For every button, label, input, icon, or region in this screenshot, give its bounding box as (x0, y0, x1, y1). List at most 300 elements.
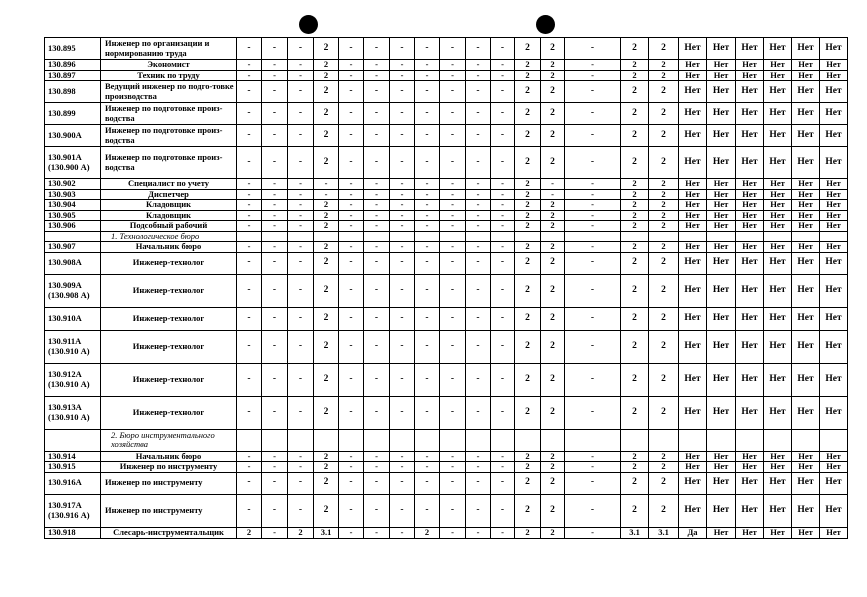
value-cell: - (237, 81, 262, 103)
empty-cell (792, 231, 820, 242)
value-cell: 2 (515, 200, 541, 211)
value-cell: Нет (764, 274, 792, 307)
value-cell: Нет (679, 252, 707, 274)
value-cell: 2 (314, 38, 339, 60)
value-cell: - (466, 472, 491, 494)
value-cell: - (415, 307, 440, 330)
value-cell: Нет (792, 147, 820, 179)
value-cell: Нет (764, 330, 792, 363)
value-cell: - (288, 307, 314, 330)
value-cell: 2 (314, 221, 339, 232)
value-cell: 2 (515, 274, 541, 307)
value-cell: 2 (541, 221, 565, 232)
code-cell: 130.909А (130.908 А) (45, 274, 101, 307)
value-cell: - (466, 221, 491, 232)
value-cell: 2 (621, 221, 649, 232)
value-cell: - (339, 462, 364, 473)
value-cell: - (262, 252, 288, 274)
position-name-cell: Инженер-технолог (101, 252, 237, 274)
value-cell: - (364, 252, 390, 274)
empty-cell (314, 231, 339, 242)
empty-cell (440, 231, 466, 242)
empty-cell (764, 231, 792, 242)
value-cell: Нет (792, 60, 820, 71)
value-cell: - (262, 81, 288, 103)
code-cell: 130.907 (45, 242, 101, 253)
value-cell: - (491, 363, 515, 396)
value-cell: - (415, 494, 440, 527)
value-cell: - (440, 70, 466, 81)
value-cell: Нет (820, 200, 848, 211)
value-cell: - (288, 242, 314, 253)
value-cell: 2 (621, 210, 649, 221)
value-cell: - (565, 396, 621, 429)
value-cell: - (339, 494, 364, 527)
value-cell: 2 (314, 363, 339, 396)
value-cell: Нет (707, 527, 736, 538)
value-cell: Нет (792, 527, 820, 538)
value-cell: - (491, 451, 515, 462)
value-cell: 2 (314, 252, 339, 274)
value-cell: - (288, 462, 314, 473)
value-cell: - (339, 451, 364, 462)
value-cell: - (466, 274, 491, 307)
value-cell: - (415, 200, 440, 211)
table-row (45, 60, 848, 71)
empty-cell (541, 429, 565, 451)
value-cell: - (262, 125, 288, 147)
value-cell: 2 (621, 494, 649, 527)
value-cell: Нет (736, 60, 764, 71)
value-cell: - (237, 242, 262, 253)
value-cell: - (415, 70, 440, 81)
empty-cell (649, 429, 679, 451)
value-cell: 2 (314, 103, 339, 125)
value-cell: - (390, 179, 415, 190)
value-cell: 2 (649, 210, 679, 221)
value-cell: 2 (621, 189, 649, 200)
value-cell: - (440, 396, 466, 429)
value-cell: - (390, 307, 415, 330)
value-cell: Нет (707, 330, 736, 363)
value-cell: - (390, 210, 415, 221)
value-cell: - (288, 103, 314, 125)
value-cell: 2 (314, 60, 339, 71)
value-cell: 2 (541, 252, 565, 274)
value-cell: Нет (764, 494, 792, 527)
section-row (45, 429, 848, 451)
value-cell: - (262, 494, 288, 527)
value-cell: - (565, 527, 621, 538)
value-cell: 2 (314, 451, 339, 462)
value-cell: - (390, 70, 415, 81)
code-cell: 130.902 (45, 179, 101, 190)
value-cell: - (237, 70, 262, 81)
empty-cell (649, 231, 679, 242)
value-cell: Нет (792, 81, 820, 103)
value-cell: - (415, 81, 440, 103)
value-cell: - (339, 200, 364, 211)
value-cell: 2 (415, 527, 440, 538)
value-cell: - (440, 103, 466, 125)
value-cell: Нет (707, 494, 736, 527)
value-cell: - (440, 242, 466, 253)
value-cell: - (565, 147, 621, 179)
value-cell: - (237, 274, 262, 307)
code-cell: 130.910А (45, 307, 101, 330)
value-cell: - (364, 38, 390, 60)
value-cell: Нет (820, 70, 848, 81)
table-row (45, 527, 848, 538)
value-cell: - (466, 363, 491, 396)
value-cell: - (262, 527, 288, 538)
value-cell: - (390, 451, 415, 462)
code-cell: 130.901А (130.900 А) (45, 147, 101, 179)
value-cell: - (491, 462, 515, 473)
empty-cell (415, 231, 440, 242)
value-cell: 2 (314, 81, 339, 103)
value-cell: - (262, 179, 288, 190)
value-cell: 2 (515, 179, 541, 190)
value-cell: 2 (621, 274, 649, 307)
value-cell: - (262, 221, 288, 232)
empty-cell (621, 231, 649, 242)
value-cell: - (565, 81, 621, 103)
table-row (45, 70, 848, 81)
value-cell: Нет (820, 451, 848, 462)
value-cell: 2 (541, 200, 565, 211)
value-cell: Нет (736, 103, 764, 125)
value-cell: - (288, 494, 314, 527)
value-cell: Нет (736, 242, 764, 253)
value-cell: - (237, 103, 262, 125)
value-cell: 2 (515, 189, 541, 200)
value-cell: 2 (621, 242, 649, 253)
value-cell: 2 (541, 103, 565, 125)
value-cell: - (565, 472, 621, 494)
position-name-cell: Инженер по подготовке произ-водства (101, 103, 237, 125)
value-cell: 2 (649, 147, 679, 179)
position-name-cell: Техник по труду (101, 70, 237, 81)
table-row (45, 252, 848, 274)
value-cell: Нет (736, 494, 764, 527)
value-cell: Нет (679, 60, 707, 71)
value-cell: 3.1 (621, 527, 649, 538)
value-cell: Нет (820, 125, 848, 147)
value-cell: Нет (736, 252, 764, 274)
value-cell: - (440, 147, 466, 179)
empty-cell (288, 231, 314, 242)
value-cell: - (339, 147, 364, 179)
value-cell: Нет (679, 125, 707, 147)
value-cell: 2 (515, 451, 541, 462)
value-cell: Нет (707, 274, 736, 307)
value-cell: - (390, 147, 415, 179)
value-cell: - (339, 179, 364, 190)
value-cell: Нет (820, 472, 848, 494)
empty-cell (262, 231, 288, 242)
value-cell: - (364, 189, 390, 200)
value-cell: - (415, 179, 440, 190)
value-cell: - (339, 189, 364, 200)
empty-cell (541, 231, 565, 242)
value-cell: 2 (314, 330, 339, 363)
value-cell: - (466, 200, 491, 211)
value-cell: Нет (820, 179, 848, 190)
value-cell: - (466, 125, 491, 147)
position-name-cell: Инженер-технолог (101, 330, 237, 363)
position-name-cell: Кладовщик (101, 210, 237, 221)
value-cell: - (288, 70, 314, 81)
value-cell: - (237, 179, 262, 190)
value-cell: 2 (621, 81, 649, 103)
value-cell: 2 (621, 307, 649, 330)
empty-cell (820, 429, 848, 451)
value-cell: Нет (764, 189, 792, 200)
value-cell: 2 (649, 103, 679, 125)
value-cell: - (390, 472, 415, 494)
value-cell: - (364, 307, 390, 330)
empty-cell (820, 231, 848, 242)
value-cell: 2 (541, 147, 565, 179)
value-cell: Нет (679, 147, 707, 179)
value-cell: Нет (679, 274, 707, 307)
code-cell: 130.900А (45, 125, 101, 147)
value-cell: - (390, 330, 415, 363)
value-cell: - (415, 125, 440, 147)
value-cell: Нет (820, 462, 848, 473)
value-cell: - (262, 472, 288, 494)
value-cell: - (440, 221, 466, 232)
value-cell: - (364, 221, 390, 232)
empty-cell (707, 231, 736, 242)
value-cell: Нет (792, 210, 820, 221)
value-cell: - (237, 60, 262, 71)
value-cell: - (262, 38, 288, 60)
value-cell: 2 (541, 307, 565, 330)
value-cell: Нет (764, 38, 792, 60)
value-cell: 2 (314, 210, 339, 221)
value-cell: - (364, 125, 390, 147)
value-cell: Нет (707, 242, 736, 253)
position-name-cell: Инженер-технолог (101, 307, 237, 330)
value-cell: - (237, 451, 262, 462)
value-cell: 2 (541, 60, 565, 71)
table-row (45, 494, 848, 527)
value-cell: Нет (736, 330, 764, 363)
value-cell: Нет (736, 81, 764, 103)
value-cell: 2 (314, 472, 339, 494)
value-cell: Нет (707, 210, 736, 221)
value-cell: - (491, 103, 515, 125)
table-row (45, 189, 848, 200)
value-cell: - (237, 472, 262, 494)
value-cell: - (565, 60, 621, 71)
value-cell: Нет (792, 189, 820, 200)
position-name-cell: Ведущий инженер по подго-товке производства (101, 81, 237, 103)
empty-cell (515, 429, 541, 451)
value-cell: 2 (649, 70, 679, 81)
value-cell: - (466, 396, 491, 429)
value-cell: - (288, 210, 314, 221)
position-name-cell: Инженер по подготовке произ-водства (101, 125, 237, 147)
value-cell: Нет (679, 472, 707, 494)
value-cell: - (262, 307, 288, 330)
value-cell: - (364, 363, 390, 396)
value-cell: 2 (649, 38, 679, 60)
value-cell: - (565, 494, 621, 527)
value-cell: - (440, 462, 466, 473)
value-cell: - (390, 200, 415, 211)
value-cell: - (364, 451, 390, 462)
value-cell: - (390, 81, 415, 103)
code-cell: 130.904 (45, 200, 101, 211)
table-row (45, 307, 848, 330)
value-cell: Нет (792, 70, 820, 81)
value-cell: Нет (707, 70, 736, 81)
position-name-cell: Инженер по организации и нормированию труда (101, 38, 237, 60)
value-cell: 2 (314, 274, 339, 307)
value-cell: - (466, 242, 491, 253)
value-cell: Нет (736, 70, 764, 81)
position-name-cell: Инженер-технолог (101, 363, 237, 396)
value-cell: 2 (515, 330, 541, 363)
value-cell: - (565, 462, 621, 473)
value-cell: - (364, 147, 390, 179)
empty-cell (565, 231, 621, 242)
value-cell: - (491, 274, 515, 307)
value-cell: Нет (679, 189, 707, 200)
value-cell: Нет (792, 307, 820, 330)
value-cell: - (237, 210, 262, 221)
empty-cell (515, 231, 541, 242)
value-cell: Нет (764, 451, 792, 462)
value-cell: Нет (736, 221, 764, 232)
code-cell: 130.903 (45, 189, 101, 200)
code-cell: 130.918 (45, 527, 101, 538)
value-cell: 2 (515, 38, 541, 60)
value-cell: Нет (792, 242, 820, 253)
value-cell: 2 (541, 363, 565, 396)
value-cell: 2 (649, 274, 679, 307)
value-cell: - (415, 252, 440, 274)
value-cell: Нет (792, 330, 820, 363)
value-cell: - (491, 179, 515, 190)
value-cell: Нет (679, 200, 707, 211)
value-cell: - (288, 147, 314, 179)
value-cell: - (262, 60, 288, 71)
table-row (45, 125, 848, 147)
value-cell: - (415, 210, 440, 221)
value-cell: - (364, 462, 390, 473)
value-cell: Нет (792, 252, 820, 274)
value-cell: 2 (541, 70, 565, 81)
value-cell: 2 (649, 396, 679, 429)
value-cell: - (262, 330, 288, 363)
value-cell: - (415, 462, 440, 473)
section-row (45, 231, 848, 242)
value-cell: Нет (764, 527, 792, 538)
value-cell: 2 (314, 147, 339, 179)
empty-cell (491, 231, 515, 242)
value-cell: Нет (736, 38, 764, 60)
binder-hole-left (299, 15, 318, 34)
value-cell: - (288, 179, 314, 190)
value-cell: - (364, 200, 390, 211)
value-cell: 2 (541, 274, 565, 307)
value-cell: - (565, 363, 621, 396)
value-cell: 2 (541, 462, 565, 473)
binder-hole-right (536, 15, 555, 34)
value-cell: - (565, 252, 621, 274)
value-cell: Нет (679, 242, 707, 253)
value-cell: - (466, 494, 491, 527)
value-cell: - (565, 330, 621, 363)
value-cell: 2 (314, 307, 339, 330)
value-cell: 2 (314, 125, 339, 147)
position-name-cell: Экономист (101, 60, 237, 71)
value-cell: Нет (820, 147, 848, 179)
value-cell: - (440, 210, 466, 221)
value-cell: Нет (764, 103, 792, 125)
code-cell (45, 231, 101, 242)
code-cell: 130.914 (45, 451, 101, 462)
value-cell: Нет (679, 210, 707, 221)
value-cell: - (390, 60, 415, 71)
code-cell: 130.915 (45, 462, 101, 473)
value-cell: 2 (649, 462, 679, 473)
empty-cell (491, 429, 515, 451)
value-cell: 2 (621, 363, 649, 396)
value-cell: Нет (820, 252, 848, 274)
value-cell: - (440, 125, 466, 147)
value-cell: Нет (820, 221, 848, 232)
value-cell: - (440, 363, 466, 396)
value-cell: - (262, 189, 288, 200)
value-cell: Нет (820, 307, 848, 330)
table-row (45, 472, 848, 494)
value-cell: Нет (707, 125, 736, 147)
value-cell: Нет (820, 396, 848, 429)
value-cell: - (466, 60, 491, 71)
code-cell: 130.911А (130.910 А) (45, 330, 101, 363)
value-cell: - (440, 330, 466, 363)
value-cell: - (415, 274, 440, 307)
value-cell: - (262, 363, 288, 396)
value-cell: 2 (649, 221, 679, 232)
value-cell: - (237, 494, 262, 527)
value-cell: - (390, 125, 415, 147)
empty-cell (390, 429, 415, 451)
value-cell: - (415, 189, 440, 200)
value-cell: - (237, 147, 262, 179)
value-cell: Нет (736, 462, 764, 473)
value-cell: - (440, 494, 466, 527)
code-cell: 130.908А (45, 252, 101, 274)
value-cell: - (339, 396, 364, 429)
working-conditions-table (44, 37, 848, 539)
value-cell: - (415, 60, 440, 71)
value-cell: Нет (707, 179, 736, 190)
value-cell: - (440, 307, 466, 330)
value-cell: - (466, 147, 491, 179)
value-cell: - (466, 70, 491, 81)
position-name-cell: Инженер по подготовке произ-водства (101, 147, 237, 179)
value-cell: 2 (649, 494, 679, 527)
value-cell: - (466, 189, 491, 200)
value-cell: 2 (649, 242, 679, 253)
value-cell: - (390, 103, 415, 125)
